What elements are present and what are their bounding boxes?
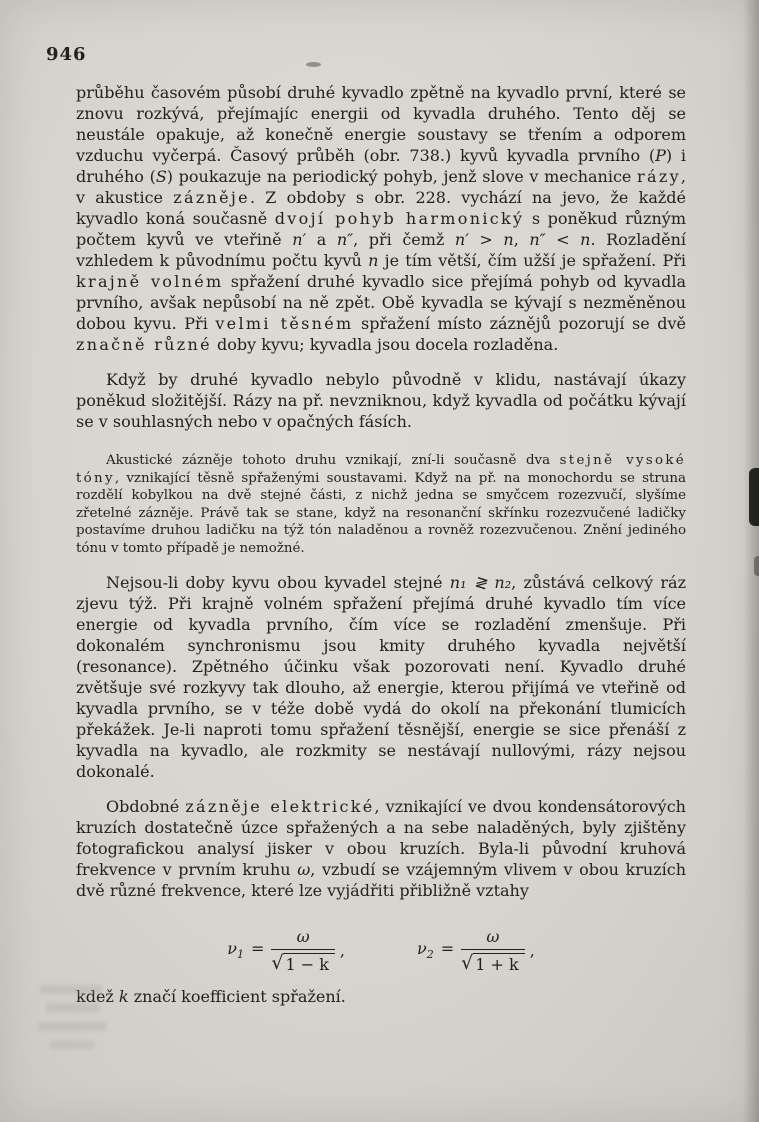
radicand: 1 + k (473, 953, 524, 974)
text-run: rázy (637, 167, 681, 186)
text-run: značí koefficient spřažení. (128, 986, 346, 1006)
page-number: 946 (46, 44, 87, 65)
text-run: , při čemž (353, 230, 455, 249)
text-run: spřažení druhé kyvadlo sice přejímá pohyb od kyvadla prvního, avšak nepůsobí na ně zpět. Obě kyvadla se kývají s nezměněnou dobou kyvu. Při (76, 272, 686, 333)
text-run: n″ (336, 230, 354, 249)
paragraph (76, 452, 686, 558)
paragraphs-bottom (76, 986, 686, 1007)
text-run: , vznikající těsně spřaženými soustavami. Když na př. na monochordu se struna rozdělí kobylkou na dvě stejné části, z nichž jedna se smyčcem rozezvučí, slyšíme zřetelné zázněje. Právě tak se stane, když na resonanční skřínku rozezvučené ladičky postavíme druhou ladičku na týž tón naladěnou a rovněž rozezvučenou. Znění jediného tónu v tomto případě je nemožné. (76, 470, 686, 556)
text-run: a (306, 230, 337, 249)
text-run: ) i druhého ( (76, 146, 687, 186)
text-run: krajně volném (76, 272, 224, 291)
text-run: dvojí pohyb harmonický (274, 209, 525, 228)
text-run: velmi těsném (215, 314, 354, 333)
text-run: n (368, 251, 379, 270)
text-run: , vznikající ve dvou kondensátorových kruzích dostatečně úzce spřažených a na sebe naladěných, byly zjištěny fotografickou analysí jisker v obou kruzích. Byla-li původní kruhová frekvence v prvním kruhu (76, 796, 686, 879)
equation-lhs (227, 939, 264, 961)
text-run: Obdobné (106, 796, 186, 816)
scan-artifact (306, 62, 321, 67)
text-run: stejně vysoké tóny (76, 453, 686, 486)
scan-artifact (46, 1003, 100, 1012)
text-run: spřažení místo záznějů pozorují se dvě (353, 314, 686, 333)
denominator (271, 950, 335, 974)
text-run: ) poukazuje na periodický pohyb, jenž slove v mechanice (166, 167, 638, 186)
equation-lhs (417, 939, 454, 961)
scan-artifact (40, 985, 102, 994)
text-run: n′ > n (454, 230, 514, 249)
text-run: kdež (76, 986, 119, 1006)
paragraph (76, 796, 686, 901)
text-run: , v akustice (76, 167, 686, 207)
paragraph (76, 572, 686, 782)
radical-sign: √ (271, 951, 284, 974)
equation-2 (417, 927, 535, 974)
text-run: , vzbudí se vzájemným vlivem v obou kruzích dvě různé frekvence, které lze vyjádřiti přibližně vztahy (76, 859, 686, 900)
scan-artifact (754, 556, 759, 576)
equation-1 (227, 927, 345, 974)
equation-symbol: ν (417, 939, 427, 959)
text-run: s poněkud různým počtem kyvů ve vteřině (76, 209, 686, 249)
paragraph (76, 986, 686, 1007)
text-run: Když by druhé kyvadlo nebylo původně v klidu, nastávají úkazy poněkud složitější. Rázy na př. nevzniknou, když kyvadla od počátku kývají se v souhlasných nebo v opačných fásích. (76, 370, 686, 431)
text-run: n′ (292, 230, 307, 249)
equation-subscript: 1 (236, 948, 244, 962)
equation-row (76, 927, 686, 974)
text-run: n₁ ≷ n₂ (449, 572, 512, 592)
text-run: Akustické zázněje tohoto druhu vznikají, zní-li současně dva (106, 453, 560, 468)
text-run: n″ < n (529, 230, 591, 249)
numerator: ω (461, 927, 525, 950)
equals-sign: = (250, 939, 265, 959)
scan-artifact (749, 468, 759, 526)
radical-sign: √ (461, 951, 474, 974)
text-run: , zůstává celkový ráz zjevu týž. Při krajně volném spřažení přejímá druhé kyvadlo tím více energie od kyvadla prvního, čím více se rozladění zmenšuje. Při dokonalém synchronismu jsou kmity druhého kyvadla největší (resonance). Zpětného účinku však pozorovati není. Kyvadlo druhé zvětšuje své rozkyvy tak dlouho, až energie, kterou přijímá ve vteřině od kyvadla prvního, se v téže době vydá do okolí na překonání tlumicích překážek. Je-li naproti tomu spřažení těsnější, energie se sice přenáší z kyvadla na kyvadlo, ale rozkmity se nestávají nullovými, rázy nejsou dokonalé. (76, 572, 687, 781)
text-run: P (655, 146, 666, 165)
text-run: Nejsou-li doby kyvu obou kyvadel stejné (106, 572, 450, 592)
text-run: k (118, 986, 129, 1006)
fraction (271, 927, 335, 974)
paragraphs-top (76, 82, 686, 901)
text-body (76, 82, 686, 1007)
scan-artifact (38, 1022, 106, 1031)
equation-subscript: 2 (426, 948, 434, 962)
equation-comma: , (529, 940, 535, 960)
text-run: průběhu časovém působí druhé kyvadlo zpětně na kyvadlo první, které se znovu rozkývá, přejímajíc energii od kyvadla druhého. Tento děj se neustále opakuje, až konečně energie soustavy se třením a odporem vzduchu vyčerpá. Časový průběh (obr. 738.) kyvů kyvadla prvního ( (76, 83, 686, 165)
radicand: 1 − k (283, 953, 334, 974)
equals-sign: = (440, 939, 455, 959)
text-run: značně různé (76, 335, 212, 354)
equation-comma: , (339, 940, 345, 960)
denominator (461, 950, 525, 974)
text-run: S (155, 167, 167, 186)
text-run: zázněje (173, 188, 250, 207)
text-run: ω (297, 859, 311, 879)
text-run: doby kyvu; kyvadla jsou docela rozladěna. (211, 335, 559, 354)
fraction (461, 927, 525, 974)
text-run: , (513, 230, 530, 249)
paragraph (76, 369, 686, 432)
scan-artifact (50, 1041, 94, 1049)
text-run: . Rozladění vzhledem k původnímu počtu kyvů (76, 230, 687, 270)
text-run: . Z obdoby s obr. 228. vychází na jevo, že každé kyvadlo koná současně (76, 188, 687, 228)
equation-symbol: ν (227, 939, 237, 959)
text-run: je tím větší, čím užší je spřažení. Při (378, 251, 687, 270)
numerator: ω (271, 927, 335, 950)
text-run: zázněje elektrické (185, 796, 375, 816)
paragraph (76, 82, 686, 355)
